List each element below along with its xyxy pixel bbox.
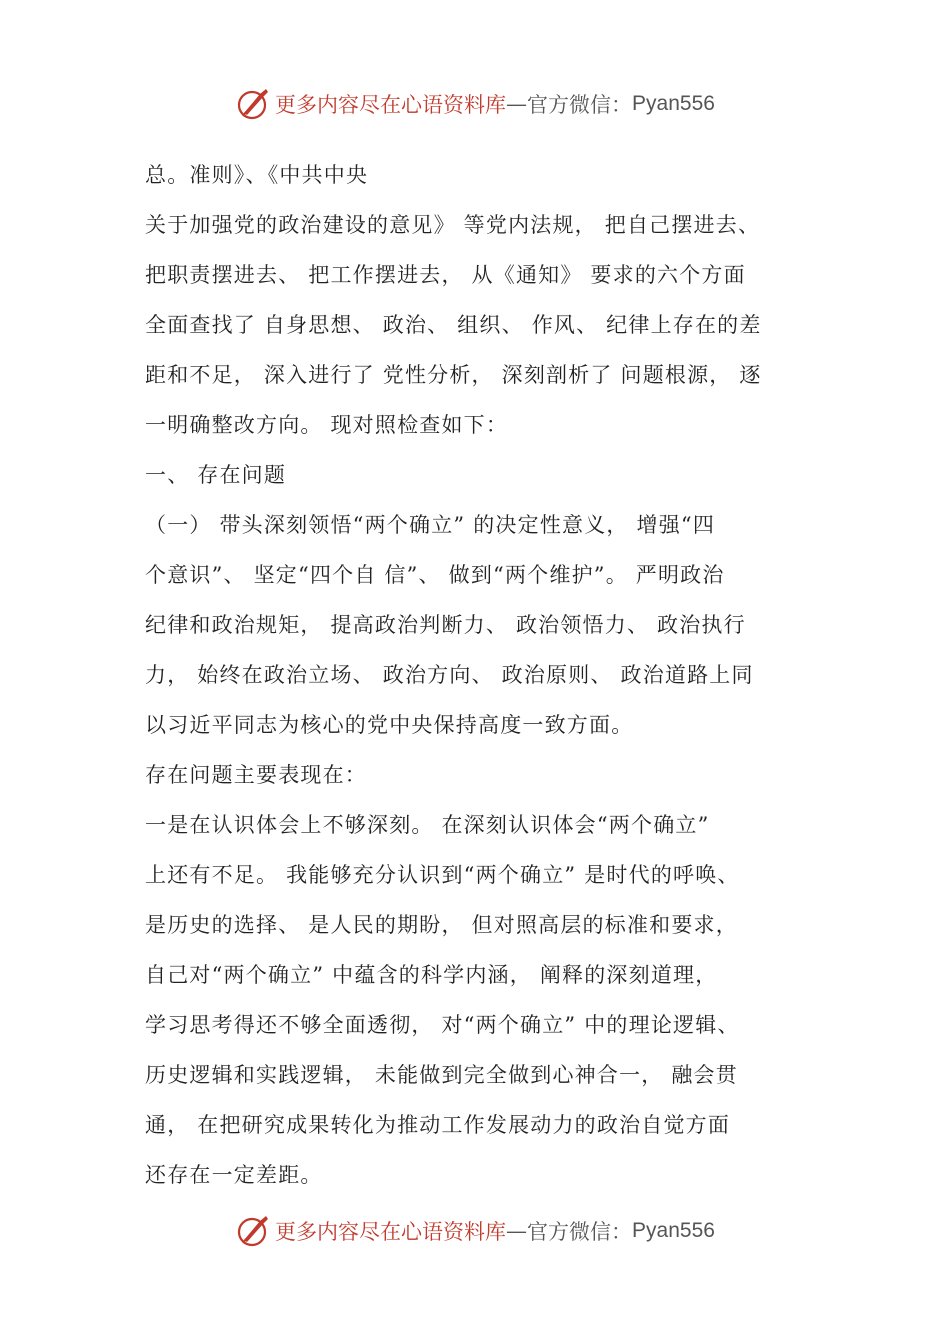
text-line: 距和不足， 深入进行了 党性分析， 深刻剖析了 问题根源， 逐 <box>145 363 762 387</box>
quill-pen-logo-icon <box>235 1213 271 1249</box>
brand-text: 更多内容尽在心语资料库 <box>275 93 507 117</box>
header-watermark-banner <box>0 84 950 124</box>
text-line: 上还有不足。 我能够充分认识到“两个确立” 是时代的呼唤、 <box>145 863 740 887</box>
brand-text: 更多内容尽在心语资料库 <box>275 1220 507 1244</box>
contact-label: 官方微信： <box>527 93 633 117</box>
text-line: 把职责摆进去、 把工作摆进去， 从《通知》 要求的六个方面 <box>145 263 746 287</box>
contact-label: 官方微信： <box>527 1220 633 1244</box>
text-line: 一是在认识体会上不够深刻。 在深刻认识体会“两个确立” <box>145 813 710 837</box>
footer-watermark-banner <box>0 1211 950 1251</box>
contact-id: Pyan556 <box>632 92 715 115</box>
text-line: 关于加强党的政治建设的意见》 等党内法规， 把自己摆进去、 <box>145 213 761 237</box>
banner-separator: — <box>506 1219 528 1243</box>
banner-separator: — <box>506 92 528 116</box>
text-line: 个意识”、 坚定“四个自 信”、 做到“两个维护”。 严明政治 <box>145 563 725 587</box>
text-line: 全面查找了 自身思想、 政治、 组织、 作风、 纪律上存在的差 <box>145 313 762 337</box>
text-line: 一明确整改方向。 现对照检查如下： <box>145 413 509 437</box>
text-line: 历史逻辑和实践逻辑， 未能做到完全做到心神合一， 融会贯 <box>145 1063 738 1087</box>
text-line: 学习思考得还不够全面透彻， 对“两个确立” 中的理论逻辑、 <box>145 1013 740 1037</box>
text-line: 是历史的选择、 是人民的期盼， 但对照高层的标准和要求， <box>145 913 738 937</box>
subsection-heading: （一） 带头深刻领悟“两个确立” 的决定性意义， 增强“四 <box>145 513 716 537</box>
quill-pen-logo-icon <box>235 86 271 122</box>
text-line: 力， 始终在政治立场、 政治方向、 政治原则、 政治道路上同 <box>145 663 754 687</box>
text-line: 还存在一定差距。 <box>145 1163 323 1187</box>
text-line: 纪律和政治规矩， 提高政治判断力、 政治领悟力、 政治执行 <box>145 613 746 637</box>
text-line: 通， 在把研究成果转化为推动工作发展动力的政治自觉方面 <box>145 1113 731 1137</box>
text-line: 以习近平同志为核心的党中央保持高度一致方面。 <box>145 713 634 737</box>
text-line: 自己对“两个确立” 中蕴含的科学内涵， 阐释的深刻道理， <box>145 963 718 987</box>
section-heading: 一、 存在问题 <box>145 463 287 487</box>
contact-id: Pyan556 <box>632 1219 715 1242</box>
text-line: 总。准则》、《中共中央 <box>145 163 369 187</box>
text-line: 存在问题主要表现在： <box>145 763 367 787</box>
document-body <box>145 150 825 1200</box>
